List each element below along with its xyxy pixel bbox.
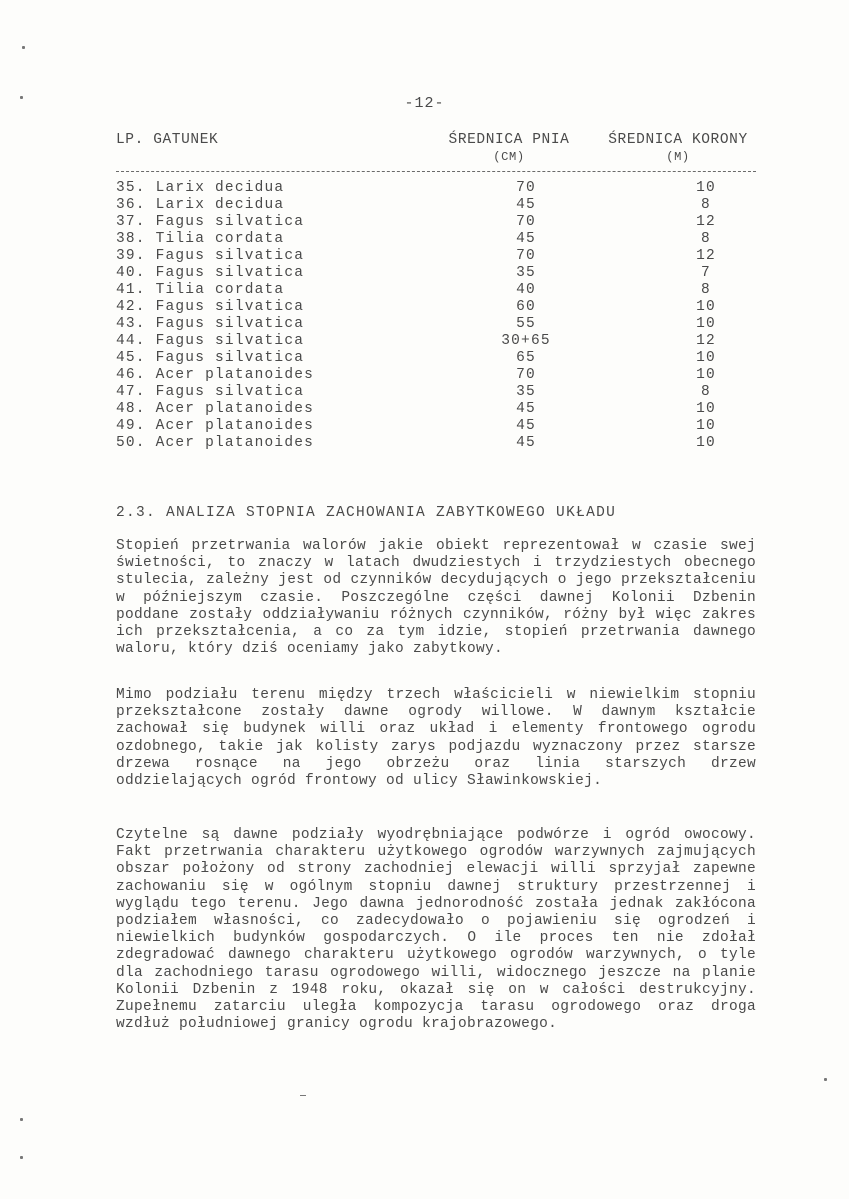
table-row <box>116 435 756 452</box>
table-row <box>116 197 756 214</box>
tree-table <box>116 180 756 452</box>
table-row <box>116 333 756 350</box>
table-row <box>116 350 756 367</box>
crown-diameter: 10 <box>696 367 716 383</box>
tree-name: 38. Tilia cordata <box>116 231 285 247</box>
header-srednica-pnia <box>441 132 577 166</box>
tree-name: 46. Acer platanoides <box>116 367 315 383</box>
tree-name: 48. Acer platanoides <box>116 401 315 417</box>
paragraph-3: Czytelne są dawne podziały wyodrębniające podwórze i ogród owocowy. Fakt przetrwania charakteru użytkowego ogrodów warzywnych zajmujących obszar położony od strony zachodniej elewacji willi sprzyjał zapewne zachowaniu się w ogólnym stopniu dawnej struktury przestrzennej i wyglądu tego terenu. Jego dawna jednorodność została jednak zakłócona podziałem własności, co zadecydowało o pojawieniu się ogrodzeń i niewielkich budynków gospodarczych. O ile proces ten nie zdołał zdegradować dawnego charakteru użytkowego ogrodów warzywnych, o tyle dla zachodniego tarasu ogrodowego willi, widocznego jeszcze na planie Kolonii Dzbenin z 1948 roku, okazał się on w całości destrukcyjny. Zupełnemu zatarciu uległa kompozycja tarasu ogrodowego oraz droga wzdłuż południowej granicy ogrodu krajobrazowego. <box>116 827 756 1033</box>
tree-name: 37. Fagus silvatica <box>116 214 305 230</box>
crown-diameter: 8 <box>701 384 711 400</box>
scan-mark <box>300 1095 306 1096</box>
crown-diameter: 8 <box>701 231 711 247</box>
table-row <box>116 265 756 282</box>
header-srednica-korony-label: ŚREDNICA KORONY <box>608 132 748 148</box>
trunk-diameter: 45 <box>516 435 536 451</box>
header-lp-gatunek: LP. GATUNEK <box>116 132 219 148</box>
crown-diameter: 8 <box>701 282 711 298</box>
crown-diameter: 12 <box>696 248 716 264</box>
tree-name: 35. Larix decidua <box>116 180 285 196</box>
table-row <box>116 231 756 248</box>
header-srednica-pnia-label: ŚREDNICA PNIA <box>448 132 570 148</box>
crown-diameter: 10 <box>696 401 716 417</box>
crown-diameter: 10 <box>696 350 716 366</box>
tree-name: 50. Acer platanoides <box>116 435 315 451</box>
paragraph-2: Mimo podziału terenu między trzech właścicieli w niewielkim stopniu przekształcone zostały dawne ogrody willowe. W dawnym kształcie zachował się budynek willi oraz układ i elementy frontowego ogrodu ozdobnego, takie jak kolisty zarys podjazdu wyznaczony przez starsze drzewa rosnące na jego obrzeżu oraz linia starszych drzew oddzielających ogród frontowy od ulicy Sławinkowskiej. <box>116 687 756 790</box>
tree-name: 41. Tilia cordata <box>116 282 285 298</box>
tree-name: 42. Fagus silvatica <box>116 299 305 315</box>
crown-diameter: 10 <box>696 418 716 434</box>
crown-diameter: 10 <box>696 435 716 451</box>
trunk-diameter: 30+65 <box>501 333 551 349</box>
scan-mark <box>20 1118 23 1121</box>
table-row <box>116 401 756 418</box>
trunk-diameter: 60 <box>516 299 536 315</box>
header-srednica-korony <box>600 132 756 166</box>
tree-name: 44. Fagus silvatica <box>116 333 305 349</box>
table-row <box>116 316 756 333</box>
tree-name: 39. Fagus silvatica <box>116 248 305 264</box>
tree-name: 43. Fagus silvatica <box>116 316 305 332</box>
trunk-diameter: 45 <box>516 401 536 417</box>
table-row <box>116 299 756 316</box>
trunk-diameter: 45 <box>516 231 536 247</box>
crown-diameter: 10 <box>696 180 716 196</box>
section-title: 2.3. ANALIZA STOPNIA ZACHOWANIA ZABYTKOWEGO UKŁADU <box>116 505 617 521</box>
scan-mark <box>824 1078 827 1081</box>
scan-mark <box>20 1156 23 1159</box>
table-row <box>116 282 756 299</box>
page-number: -12- <box>404 95 445 112</box>
crown-diameter: 10 <box>696 316 716 332</box>
trunk-diameter: 35 <box>516 384 536 400</box>
trunk-diameter: 55 <box>516 316 536 332</box>
trunk-diameter: 70 <box>516 214 536 230</box>
crown-diameter: 7 <box>701 265 711 281</box>
table-row <box>116 367 756 384</box>
table-row <box>116 418 756 435</box>
tree-name: 40. Fagus silvatica <box>116 265 305 281</box>
table-row <box>116 214 756 231</box>
trunk-diameter: 70 <box>516 248 536 264</box>
scan-mark <box>22 46 25 49</box>
trunk-diameter: 70 <box>516 367 536 383</box>
table-header-divider <box>116 171 756 172</box>
tree-name: 45. Fagus silvatica <box>116 350 305 366</box>
tree-name: 47. Fagus silvatica <box>116 384 305 400</box>
header-srednica-korony-unit: (M) <box>666 150 690 164</box>
table-row <box>116 180 756 197</box>
trunk-diameter: 65 <box>516 350 536 366</box>
tree-name: 49. Acer platanoides <box>116 418 315 434</box>
table-row <box>116 248 756 265</box>
tree-name: 36. Larix decidua <box>116 197 285 213</box>
trunk-diameter: 45 <box>516 197 536 213</box>
table-row <box>116 384 756 401</box>
trunk-diameter: 70 <box>516 180 536 196</box>
header-srednica-pnia-unit: (CM) <box>493 150 525 164</box>
trunk-diameter: 40 <box>516 282 536 298</box>
crown-diameter: 10 <box>696 299 716 315</box>
trunk-diameter: 35 <box>516 265 536 281</box>
crown-diameter: 12 <box>696 333 716 349</box>
crown-diameter: 8 <box>701 197 711 213</box>
paragraph-1: Stopień przetrwania walorów jakie obiekt reprezentował w czasie swej świetności, to znaczy w latach dwudziestych i trzydziestych obecnego stulecia, zależny jest od czynników decydujących o jego przekształceniu w późniejszym czasie. Poszczególne części dawnej Kolonii Dzbenin poddane zostały oddziaływaniu różnych czynników, różny był więc zakres ich przekształcenia, a co za tym idzie, stopień przetrwania dawnego waloru, który dziś oceniamy jako zabytkowy. <box>116 538 756 658</box>
trunk-diameter: 45 <box>516 418 536 434</box>
crown-diameter: 12 <box>696 214 716 230</box>
